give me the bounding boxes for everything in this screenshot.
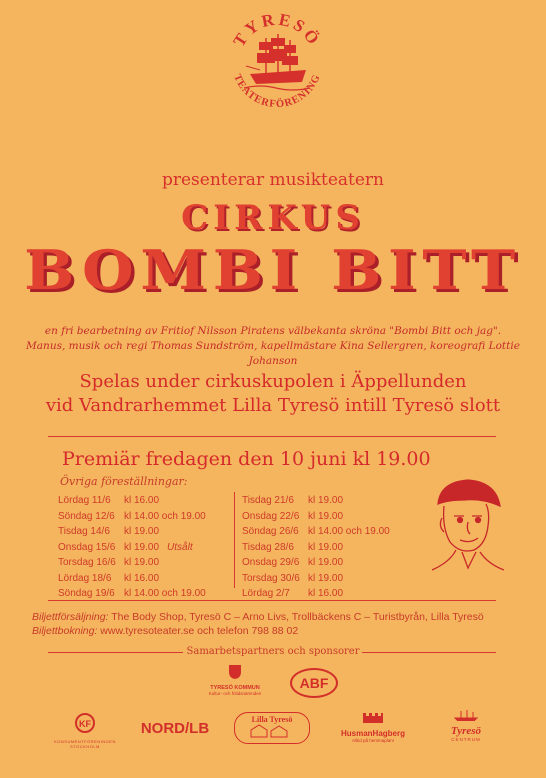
venue-line-2: vid Vandrarhemmet Lilla Tyresö intill Tyresö slott <box>45 395 501 416</box>
presenter-text: presenterar musikteatern <box>161 170 384 190</box>
show-row: Onsdag 22/6 kl 19.00 <box>242 510 344 522</box>
show-row: Lördag 2/7 kl 16.00 <box>242 588 344 599</box>
ticket-sales-label: Biljettförsäljning: <box>32 611 109 623</box>
house-illustration-icon <box>247 724 297 738</box>
shows-column-divider <box>234 492 235 588</box>
ticket-sales-text: The Body Shop, Tyresö C – Arno Livs, Trollbäckens C – Turistbyrån, Lilla Tyresö <box>111 611 484 623</box>
divider <box>362 652 496 653</box>
tyreso-centrum-boat-icon <box>453 709 479 721</box>
premiere: Premiär fredagen den 10 juni kl 19.00 <box>62 448 431 470</box>
svg-text:KF: KF <box>79 719 91 729</box>
ticket-info <box>32 610 484 638</box>
shows-right-list <box>242 493 390 602</box>
ticket-booking-text: www.tyresoteater.se och telefon 798 88 02 <box>100 625 299 637</box>
show-row: Söndag 26/6 kl 14.00 och 19.00 <box>242 526 390 537</box>
divider <box>48 436 496 437</box>
ks-emblem-icon <box>74 712 96 734</box>
sponsor-husmanhagberg: HusmanHagberg Alltid på hemmaplan! <box>338 710 408 743</box>
credits-line-1: en fri bearbetning av Fritiof Nilsson Piratens välbekanta skröna "Bombi Bitt och jag". <box>44 325 502 337</box>
divider <box>48 600 496 601</box>
sponsor-lilla-tyreso: Lilla Tyresö <box>234 712 310 744</box>
ticket-booking-label: Biljettbokning: <box>32 625 98 637</box>
venue-line-1: Spelas under cirkuskupolen i Äppellunden <box>79 371 467 392</box>
sponsor-konsumentforeningen: KF KONSUMENTFÖRENINGEN STOCKHOLM <box>40 712 130 749</box>
show-row: Söndag 12/6 kl 14.00 och 19.00 <box>58 510 206 522</box>
show-row: Onsdag 29/6 kl 19.00 <box>242 557 344 568</box>
show-row: Tisdag 14/6 kl 19.00 <box>58 526 160 537</box>
logo-bottom-text: TEATERFÖRENING <box>231 72 323 111</box>
credits-line-2: Manus, musik och regi Thomas Sundström, kapellmästare Kina Sellergren, koreografi Lottie Johanson <box>26 340 520 367</box>
venue <box>0 370 546 418</box>
show-row: Tisdag 21/6 kl 19.00 <box>242 495 344 506</box>
portrait-illustration <box>420 470 508 578</box>
other-shows-heading: Övriga föreställningar: <box>60 475 188 488</box>
logo-top-text: TYRESÖ <box>229 10 325 51</box>
sponsor-tyreso-kommun: TYRESÖ KOMMUN Kultur- och fritidsnämnden <box>190 664 280 696</box>
show-row: Onsdag 15/6 kl 19.00 Utsålt <box>58 541 193 553</box>
sponsors-heading: Samarbetspartners och sponsorer <box>186 646 360 657</box>
tyreso-teaterforening-logo <box>226 10 328 114</box>
credits <box>0 324 546 369</box>
castle-icon <box>362 710 384 724</box>
title-line-2: BOMBI BITT <box>24 238 522 302</box>
show-row: Torsdag 30/6 kl 19.00 <box>242 572 344 584</box>
tyreso-kommun-crest-icon <box>228 664 242 680</box>
show-row: Söndag 19/6 kl 14.00 och 19.00 <box>58 588 206 599</box>
ship-icon <box>244 34 310 90</box>
show-row: Torsdag 16/6 kl 19.00 <box>58 557 160 568</box>
show-row: Lördag 11/6 kl 16.00 <box>58 495 160 506</box>
sponsor-tyreso-centrum: Tyresö CENTRUM <box>440 708 492 742</box>
shows-left-list <box>58 493 206 602</box>
title-line-1: CIRKUS <box>181 198 365 238</box>
sold-out-note: Utsålt <box>167 541 193 553</box>
sponsor-abf: ABF <box>290 668 338 698</box>
sponsor-nordlb: NORD/LB <box>140 720 210 737</box>
show-row: Lördag 18/6 kl 16.00 <box>58 572 160 584</box>
show-row: Tisdag 28/6 kl 19.00 <box>242 541 344 553</box>
